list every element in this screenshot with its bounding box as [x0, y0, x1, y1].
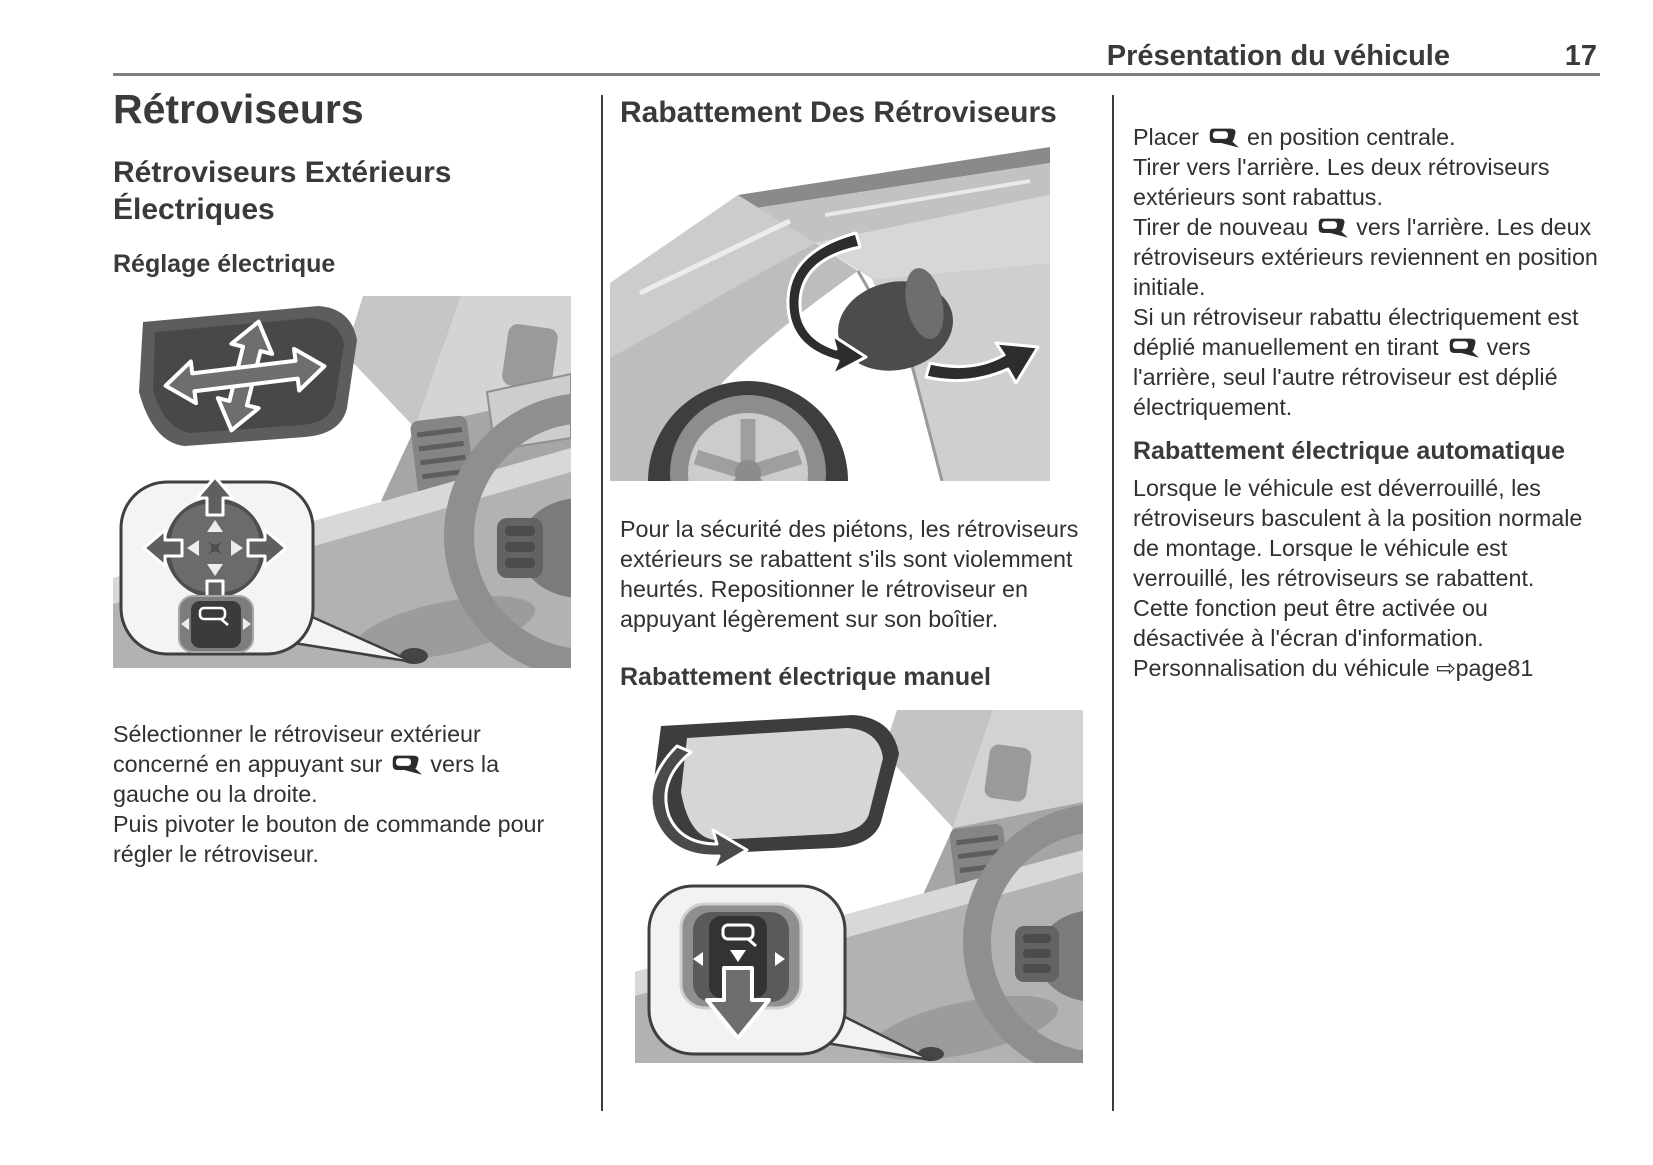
- exterior-mirror-icon: [1446, 336, 1480, 359]
- header-rule: [113, 73, 1600, 76]
- side-mirror: [653, 715, 899, 854]
- paragraph-personalisation: Personnalisation du véhicule ⇨page81: [1133, 654, 1534, 681]
- subheading-electric-adjustment: Réglage électrique: [113, 250, 336, 279]
- column-right: [1133, 122, 1599, 683]
- page-reference: ⇨page81: [1436, 654, 1534, 681]
- column-divider: [601, 95, 603, 1111]
- subheading-manual-electric-folding: Rabattement électrique manuel: [620, 663, 991, 692]
- header-section-title: Présentation du véhicule: [1106, 40, 1450, 72]
- figure-manual-folding-switch: [635, 710, 1083, 1063]
- exterior-mirror-icon: [1206, 126, 1240, 149]
- exterior-mirror-icon: [389, 753, 423, 776]
- page-number: 17: [1564, 40, 1597, 72]
- page-title: Rétroviseurs: [113, 86, 364, 132]
- paragraph-select-mirror: Sélectionner le rétroviseur extérieur concerné en appuyant sur vers la gauche ou la droite.: [113, 721, 500, 808]
- figure-electric-adjustment: [113, 296, 571, 668]
- column-left: [113, 88, 575, 869]
- side-mirror-four-way-arrows-icon: [139, 306, 357, 446]
- paragraph-place-central: Placer en position centrale.: [1133, 124, 1456, 150]
- column-divider: [1112, 95, 1114, 1111]
- column-middle: [620, 94, 1090, 1063]
- subheading-automatic-electric-folding: Rabattement électrique automatique: [1133, 437, 1566, 465]
- paragraph-function-toggle: Cette fonction peut être activée ou désactivée à l'écran d'information.: [1133, 594, 1488, 651]
- paragraph-pull-back: Tirer vers l'arrière. Les deux rétroviseurs extérieurs sont rabattus.: [1133, 154, 1550, 210]
- section-heading-mirror-folding: Rabattement Des Rétroviseurs: [620, 96, 1057, 129]
- figure-mirror-folding-car: [610, 143, 1050, 481]
- paragraph-pull-again: Tirer de nouveau vers l'arrière. Les deux rétroviseurs extérieurs reviennent en position initiale.: [1133, 214, 1598, 300]
- paragraph-rotate-knob: Puis pivoter le bouton de commande pour régler le rétroviseur.: [113, 811, 545, 868]
- exterior-mirror-icon: [1315, 216, 1349, 239]
- paragraph-manual-unfold: Si un rétroviseur rabattu électriquement est déplié manuellement en tirant vers l'arrière, seul l'autre rétroviseur est déplié électriquement.: [1133, 304, 1579, 420]
- paragraph-auto-folding: Lorsque le véhicule est déverrouillé, les rétroviseurs basculent à la position normale de montage. Lorsque le véhicule est verrouillé, les rétroviseurs se rabattent.: [1133, 474, 1583, 591]
- section-heading-exterior-mirrors: Rétroviseurs Extérieurs Électriques: [113, 156, 452, 227]
- paragraph-pedestrian-safety: Pour la sécurité des piétons, les rétroviseurs extérieurs se rabattent s'ils sont violemment heurtés. Repositionner le rétroviseur en appuyant légèrement sur son boîtier.: [620, 516, 1079, 633]
- mirror-select-switch-icon: [179, 596, 253, 652]
